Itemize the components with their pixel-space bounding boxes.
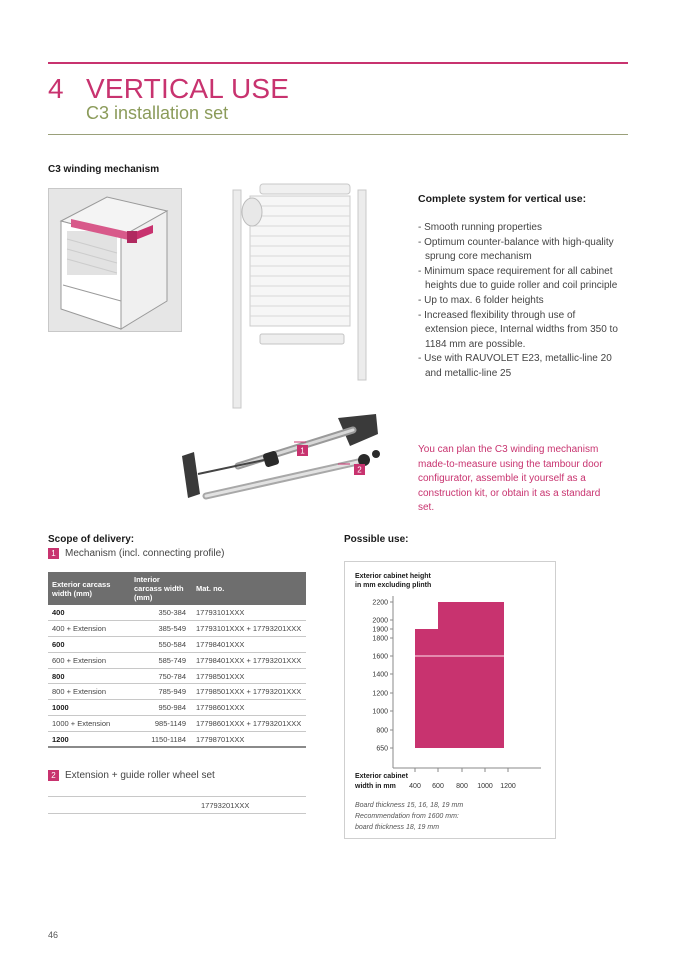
chapter-number: 4 — [48, 73, 64, 104]
table-cell: 17798601XXX — [192, 700, 306, 716]
table-cell: 800 + Extension — [48, 684, 130, 700]
chart-ylabel-line2: in mm excluding plinth — [355, 582, 432, 589]
extension-row — [48, 796, 306, 814]
table-header-row — [48, 572, 306, 605]
chart-x-tick-label: 400 — [409, 783, 421, 790]
scope-item-1-label: Mechanism (incl. connecting profile) — [65, 548, 225, 560]
table-cell: 385-549 — [130, 621, 192, 637]
table-row — [48, 700, 306, 716]
header-bottom-rule — [48, 134, 628, 135]
table-row — [48, 652, 306, 668]
feature-item: - Use with RAUVOLET E23, metallic-line 20 and metallic-line 25 — [418, 353, 612, 379]
table-cell: 550-584 — [130, 637, 192, 653]
table-cell: 17798401XXX — [192, 637, 306, 653]
chart-note: Recommendation from 1600 mm: — [355, 813, 459, 820]
scope-item-2 — [48, 770, 215, 781]
chart-xlabel-line1: Exterior cabinet — [355, 773, 408, 780]
table-cell: 950-984 — [130, 700, 192, 716]
chart-area-segment — [438, 602, 504, 748]
table-row — [48, 668, 306, 684]
table-header-cell: Mat. no. — [192, 572, 306, 605]
table-cell: 985-1149 — [130, 716, 192, 732]
scope-item-2-label: Extension + guide roller wheel set — [65, 770, 215, 782]
table-cell: 17793101XXX + 17793201XXX — [192, 621, 306, 637]
chart-y-tick-label: 1600 — [372, 653, 388, 661]
chart-note: Board thickness 15, 16, 18, 19 mm — [355, 802, 464, 809]
cabinet-illustration — [48, 188, 182, 332]
cabinet-drawing — [49, 189, 183, 333]
winding-mechanism-image — [178, 412, 388, 512]
chart-y-tick-label: 1000 — [372, 708, 388, 716]
delivery-table — [48, 572, 306, 748]
table-cell: 600 + Extension — [48, 652, 130, 668]
table-cell: 17798501XXX — [192, 668, 306, 684]
chart-y-tick-label: 650 — [376, 745, 388, 753]
feature-item: - Minimum space requirement for all cabinet heights due to guide roller and coil principle — [418, 265, 618, 292]
chart-xlabel-line2: width in mm — [355, 783, 396, 790]
scope-item-2-badge: 2 — [48, 770, 59, 781]
description-title: Complete system for vertical use: — [418, 193, 587, 205]
tambour-door-image — [230, 182, 370, 412]
table-cell: 350-384 — [130, 605, 192, 621]
chart-y-tick-label: 1800 — [372, 635, 388, 643]
table-cell: 800 — [48, 668, 130, 684]
table-cell: 1000 + Extension — [48, 716, 130, 732]
chapter-subtitle: C3 installation set — [86, 103, 229, 123]
chart-x-tick-label: 800 — [456, 783, 468, 790]
chart-y-tick-label: 2000 — [372, 617, 388, 625]
table-cell: 585-749 — [130, 652, 192, 668]
table-row — [48, 716, 306, 732]
table-cell: 1000 — [48, 700, 130, 716]
configurator-note: You can plan the C3 winding mechanism made-to-measure using the tambour door configurator, assemble it yourself as a construction kit, or obtain it as a standard set. — [418, 444, 603, 514]
table-row — [48, 621, 306, 637]
chart-x-axis — [393, 768, 541, 790]
feature-item: - Increased flexibility through use of extension piece, Internal widths from 350 to 1184 mm are possible. — [418, 309, 618, 350]
table-row — [48, 731, 306, 747]
table-row — [48, 684, 306, 700]
scope-item-1-badge: 1 — [48, 548, 59, 559]
chart-y-tick-label: 1200 — [372, 690, 388, 698]
callout-1-label: 1 — [300, 446, 305, 456]
chart-area-segment — [415, 629, 438, 748]
scope-item-1 — [48, 548, 225, 559]
table-cell: 400 + Extension — [48, 621, 130, 637]
chart-x-tick-label: 1200 — [500, 783, 516, 790]
chapter-title: VERTICAL USE — [86, 73, 290, 104]
chart-note: board thickness 18, 19 mm — [355, 824, 440, 831]
header-top-rule — [48, 62, 628, 64]
mechanism-label: C3 winding mechanism — [48, 164, 160, 175]
scope-title: Scope of delivery: — [48, 534, 135, 545]
callout-2-label: 2 — [357, 465, 362, 475]
table-cell: 17798701XXX — [192, 731, 306, 747]
chart-y-axis — [372, 596, 393, 768]
possible-use-chart — [344, 561, 556, 839]
chart-plot-area — [415, 602, 504, 748]
chart-y-tick-label: 2200 — [372, 599, 388, 607]
chart-x-tick-label: 600 — [432, 783, 444, 790]
possible-use-title: Possible use: — [344, 534, 409, 545]
table-cell: 1200 — [48, 731, 130, 747]
feature-item: - Optimum counter-balance with high-quality sprung core mechanism — [418, 236, 614, 263]
chart-y-tick-label: 800 — [376, 727, 388, 735]
table-cell: 1150-1184 — [130, 731, 192, 747]
table-cell: 600 — [48, 637, 130, 653]
table-cell: 400 — [48, 605, 130, 621]
feature-item: - Up to max. 6 folder heights — [418, 294, 544, 306]
extension-matno: 17793201XXX — [201, 801, 250, 810]
table-row — [48, 605, 306, 621]
feature-list — [418, 221, 618, 382]
table-cell: 17798501XXX + 17793201XXX — [192, 684, 306, 700]
chart-svg — [345, 562, 557, 840]
chart-x-tick-label: 1000 — [477, 783, 493, 790]
table-cell: 750-784 — [130, 668, 192, 684]
table-header-cell: Interior carcass width (mm) — [130, 572, 192, 605]
page-number: 46 — [48, 930, 59, 940]
chart-y-tick-label: 1400 — [372, 671, 388, 679]
table-header-cell: Exterior carcass width (mm) — [48, 572, 130, 605]
table-row — [48, 637, 306, 653]
chart-y-tick-label: 1900 — [372, 626, 388, 634]
chart-ylabel-line1: Exterior cabinet height — [355, 573, 431, 580]
table-cell: 17793101XXX — [192, 605, 306, 621]
table-cell: 785-949 — [130, 684, 192, 700]
table-cell: 17798601XXX + 17793201XXX — [192, 716, 306, 732]
table-cell: 17798401XXX + 17793201XXX — [192, 652, 306, 668]
feature-item: - Smooth running properties — [418, 222, 542, 233]
